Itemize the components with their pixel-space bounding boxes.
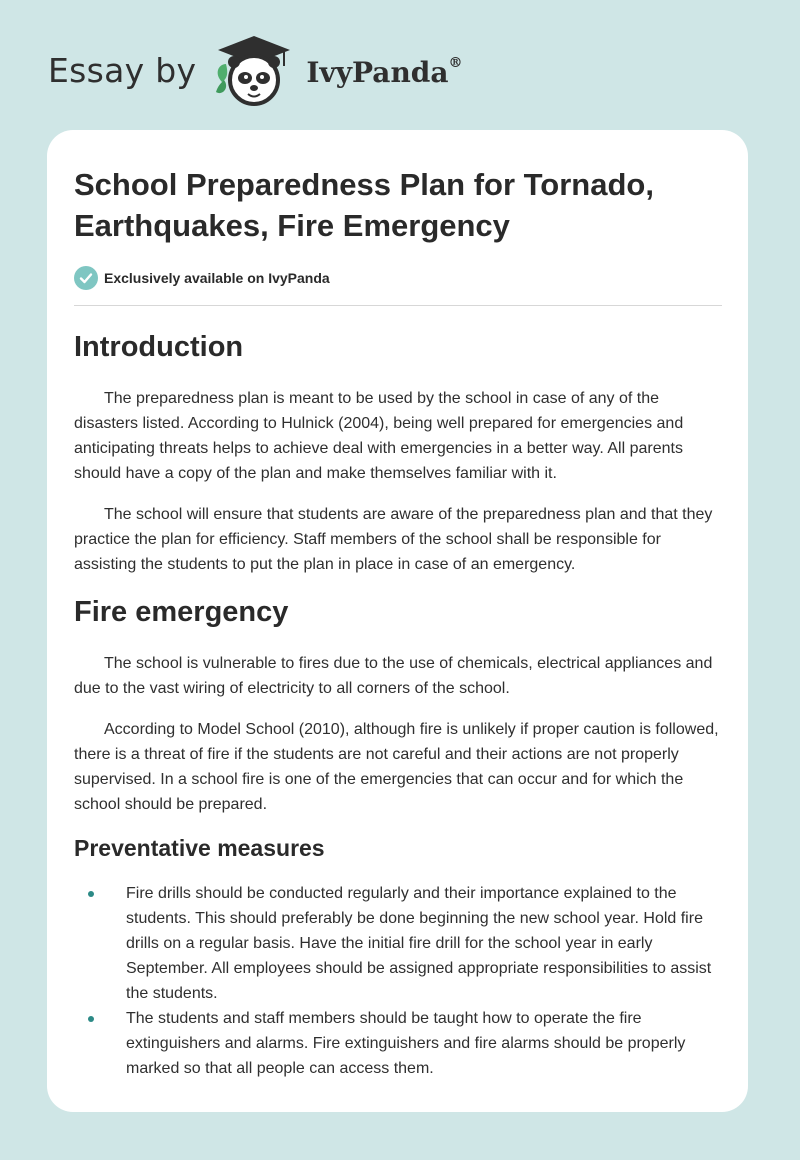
bullet-dot-icon: [88, 891, 94, 897]
list-item-text: The students and staff members should be taught how to operate the fire extinguishers and alarms. Fire extinguishers and fire alarms should be properly marked so that all people can access them.: [126, 1010, 686, 1077]
list-item-text: Fire drills should be conducted regularly and their importance explained to the students. This should preferably be done beginning the new school year. Hold fire drills on a regular basis. Have the initial fire drill for the school year in early September. All employees should be assigned appropriate responsibilities to assist the students.: [126, 885, 712, 1002]
registered-mark: ®: [448, 55, 463, 72]
subheading-preventative-measures: Preventative measures: [74, 835, 325, 861]
list-item: [74, 881, 722, 1006]
panda-logo-icon[interactable]: [210, 30, 298, 110]
list-item: [74, 1006, 722, 1081]
page-title: School Preparedness Plan for Tornado, Earthquakes, Fire Emergency: [74, 167, 654, 243]
paragraph: The preparedness plan is meant to be used by the school in case of any of the disasters listed. According to Hulnick (2004), being well prepared for emergencies and anticipating threats helps to achieve deal with emergencies in a better way. All parents should have a copy of the plan and make themselves familiar with it.: [74, 390, 684, 482]
brand-name[interactable]: [306, 56, 462, 89]
paragraph: The school is vulnerable to fires due to the use of chemicals, electrical appliances and due to the vast wiring of electricity to all corners of the school.: [74, 655, 713, 697]
bullet-dot-icon: [88, 1016, 94, 1022]
exclusive-badge: [74, 266, 722, 290]
site-header: [48, 30, 463, 110]
paragraph: According to Model School (2010), although fire is unlikely if proper caution is followed, there is a threat of fire if the students are not careful and their actions are not properly supervised. In a school fire is one of the emergencies that can occur and for which the school should be prepared.: [74, 721, 719, 813]
section-heading-introduction: Introduction: [74, 331, 244, 363]
bullet-list: [74, 881, 722, 1081]
exclusive-badge-text: Exclusively available on IvyPanda: [104, 270, 330, 286]
essay-by-label: Essay by: [48, 50, 197, 90]
divider: [74, 305, 722, 306]
essay-card: [47, 130, 748, 1112]
check-circle-icon: [74, 266, 98, 290]
paragraph: The school will ensure that students are aware of the preparedness plan and that they practice the plan for efficiency. Staff members of the school shall be responsible for assisting the students to put the plan in place in case of an emergency.: [74, 506, 713, 573]
brand-text: IvyPanda: [306, 55, 449, 89]
section-heading-fire-emergency: Fire emergency: [74, 596, 289, 628]
